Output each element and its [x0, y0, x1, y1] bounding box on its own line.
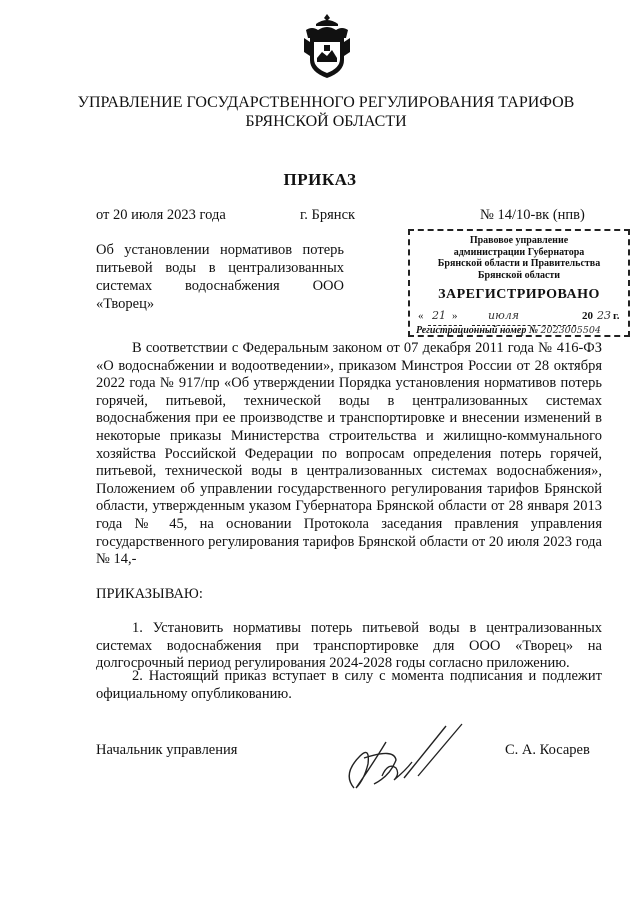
stamp-line-4: Брянской области: [477, 269, 561, 281]
stamp-date-year-suffix: 23: [597, 309, 611, 322]
preamble-paragraph: В соответствии с Федеральным законом от 07 декабря 2011 года № 416-ФЗ «О водоснабжении и водоотведении», приказом Минстроя России от 28 октября 2022 года № 917/пр «Об утверждении Порядка установления нормативов потерь горячей, питьевой, технической воды в централизованных системах водоснабжения при ее производстве и транспортировке и внесении изменений в некоторые приказы Министерства строительства и жилищно-коммунального хозяйства Российской Федерации по вопросам определения потерь горячей, питьевой, технической воды в централизованных системах водоснабжения», Положением об управлении государственного регулирования тарифов Брянской области, утвержденным указом Губернатора Брянской области от 28 января 2013 года № 45, на основании Протокола заседания правления управления государственного регулирования тарифов Брянской области от 20 июля 2023 года № 14,-: [96, 340, 602, 568]
organization-name: [60, 93, 592, 131]
stamp-reg-value: 2023005504: [540, 325, 601, 336]
stamp-registered-label: ЗАРЕГИСТРИРОВАНО: [438, 287, 600, 302]
stamp-reg-label: Регистрационный номер №: [416, 325, 538, 336]
signatory-name: С. А. Косарев: [505, 742, 590, 758]
document-date: от 20 июля 2023 года: [96, 207, 226, 223]
document-subject: Об установлении нормативов потерь питьевой воды в централизованных системах водоснабжения ООО «Творец»: [96, 242, 344, 312]
stamp-line-1: Правовое управление: [469, 235, 569, 246]
order-item-2: 2. Настоящий приказ вступает в силу с момента подписания и подлежит официальному опубликованию.: [96, 668, 602, 702]
order-item-1: 1. Установить нормативы потерь питьевой воды в централизованных системах водоснабжения при транспортировке для ООО «Творец» на долгосрочный период регулирования 2024-2028 годы согласно приложению.: [96, 620, 602, 672]
stamp-authority: [410, 235, 628, 281]
stamp-line-3: Брянской области и Правительства: [437, 258, 601, 269]
signatory-role: Начальник управления: [96, 742, 238, 758]
stamp-date-line: « 21 » июля 20 23 г.: [418, 311, 624, 327]
stamp-date-year-prefix: 20: [582, 310, 593, 322]
document-number: № 14/10-вк (нпв): [480, 207, 585, 223]
stamp-line-2: администрации Губернатора: [453, 246, 585, 258]
stamp-date-month: июля: [488, 309, 520, 322]
document-title: ПРИКАЗ: [283, 170, 357, 189]
document-city: г. Брянск: [300, 207, 356, 223]
coat-of-arms-icon: [302, 8, 352, 80]
stamp-date-day: 21: [432, 309, 446, 322]
handwritten-signature: [334, 718, 474, 798]
stamp-registration-number: [416, 325, 601, 337]
order-word: ПРИКАЗЫВАЮ:: [96, 586, 203, 602]
organization-line-1: УПРАВЛЕНИЕ ГОСУДАРСТВЕННОГО РЕГУЛИРОВАНИЯ ТАРИФОВ: [77, 94, 575, 111]
registration-stamp: [408, 229, 630, 337]
organization-line-2: БРЯНСКОЙ ОБЛАСТИ: [245, 113, 407, 130]
stamp-date-year-end: г.: [613, 310, 620, 322]
